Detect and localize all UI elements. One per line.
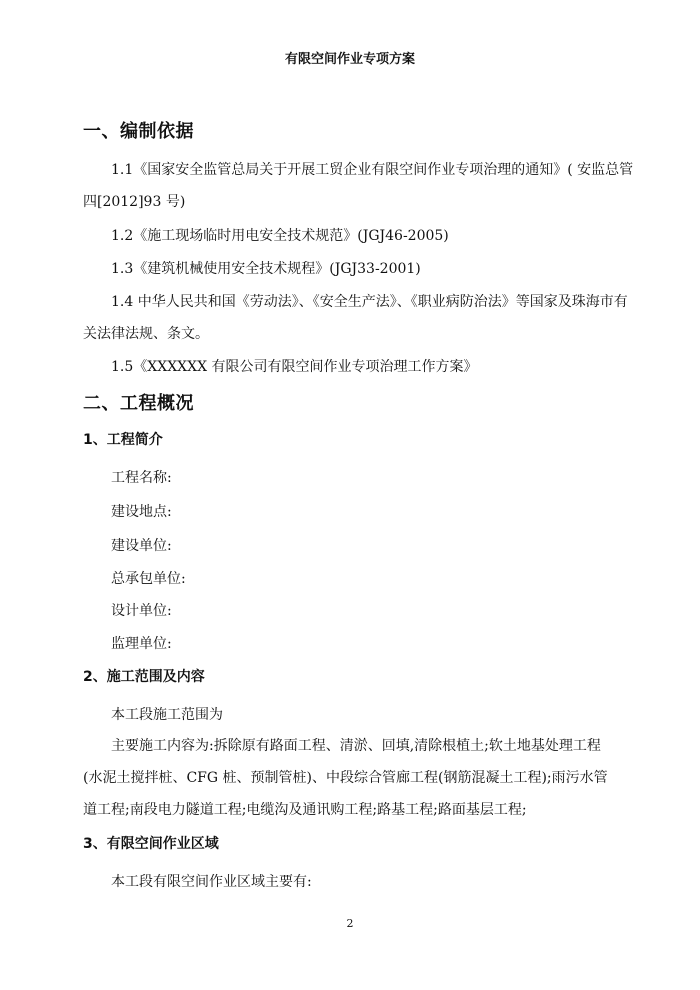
basis-item-3-line-1: 1.3《建筑机械使用安全技术规程》(JGJ33-2001) <box>111 261 421 277</box>
field-project-name: 工程名称: <box>111 470 172 486</box>
field-supervisor: 监理单位: <box>111 636 172 652</box>
basis-item-2-line-1: 1.2《施工现场临时用电安全技术规范》(JGJ46-2005) <box>111 228 449 244</box>
subsection-heading-confined-area: 3、有限空间作业区域 <box>83 836 219 852</box>
content-line-3: 道工程;南段电力隧道工程;电缆沟及通讯购工程;路基工程;路面基层工程; <box>83 802 527 818</box>
page-number: 2 <box>346 917 354 930</box>
document-title: 有限空间作业专项方案 <box>284 52 415 67</box>
field-construction-site: 建设地点: <box>111 504 172 520</box>
subsection-heading-scope: 2、施工范围及内容 <box>83 669 205 685</box>
basis-item-5-line-1: 1.5《XXXXXX 有限公司有限空间作业专项治理工作方案》 <box>111 359 478 375</box>
basis-item-3 <box>83 253 631 285</box>
basis-item-4-line-1: 1.4 中华人民共和国《劳动法》、《安全生产法》、《职业病防治法》等国家及珠海市有 <box>111 294 628 310</box>
basis-item-1-line-2: 四[2012]93 号) <box>83 194 186 210</box>
section-heading-overview: 二、工程概况 <box>83 393 194 414</box>
basis-item-1-line-1: 1.1《国家安全监管总局关于开展工贸企业有限空间作业专项治理的通知》( 安监总管 <box>111 162 634 178</box>
basis-item-5 <box>83 351 631 383</box>
field-designer: 设计单位: <box>111 603 172 619</box>
field-general-contractor: 总承包单位: <box>111 571 186 587</box>
basis-item-1 <box>83 154 634 218</box>
confined-area-text: 本工段有限空间作业区域主要有: <box>111 874 312 890</box>
section-heading-basis: 一、编制依据 <box>83 121 194 142</box>
basis-item-4-line-2: 关法律法规、条文。 <box>83 326 209 342</box>
basis-item-4 <box>83 286 631 350</box>
content-line-1: 主要施工内容为:拆除原有路面工程、清淤、回填,清除根植土;软土地基处理工程 <box>111 738 601 754</box>
field-client: 建设单位: <box>111 538 172 554</box>
basis-item-2 <box>83 220 631 252</box>
content-line-2: (水泥土搅拌桩、CFG 桩、预制管桩)、中段综合管廊工程(钢筋混凝土工程);雨污水管 <box>83 770 608 786</box>
construction-content <box>83 730 631 826</box>
subsection-heading-intro: 1、工程简介 <box>83 432 163 448</box>
scope-text: 本工段施工范围为 <box>111 707 223 723</box>
